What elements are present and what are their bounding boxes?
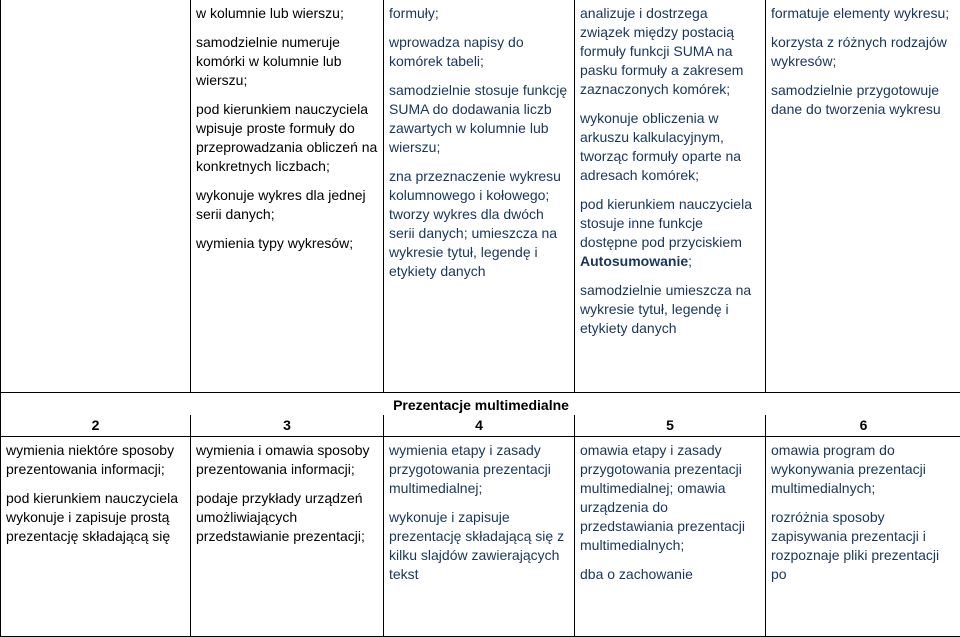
requirement-text: wykonuje i zapisuje prezentację składającą się z kilku slajdów zawierających tekst (389, 508, 570, 584)
requirement-text: w kolumnie lub wierszu; (196, 4, 379, 23)
requirement-text: samodzielnie numeruje komórki w kolumnie lub wierszu; (196, 33, 379, 90)
grade-4: 4 (384, 415, 575, 437)
requirement-text: formuły; (389, 4, 570, 23)
requirement-text: samodzielnie przygotowuje dane do tworzenia wykresu (771, 81, 957, 119)
grade-3: 3 (191, 415, 384, 437)
requirement-text (580, 195, 761, 271)
bottom-cell-3 (384, 436, 575, 636)
requirement-text: analizuje i dostrzega związek między postacią formuły funkcji SUMA na pasku formuły a zakresem zaznaczonych komórek; (580, 4, 761, 99)
top-cell-2 (191, 0, 384, 392)
top-cell-5 (766, 0, 960, 392)
bottom-cell-2 (191, 436, 384, 636)
requirement-text: pod kierunkiem nauczyciela wykonuje i zapisuje prostą prezentację składającą się (6, 489, 186, 546)
autosum-label: Autosumowanie (580, 253, 688, 269)
requirement-text: wymienia etapy i zasady przygotowania prezentacji multimedialnej; (389, 441, 570, 498)
bottom-cell-5 (766, 436, 960, 636)
requirement-text-part: pod kierunkiem nauczyciela stosuje inne funkcje dostępne pod przyciskiem (580, 196, 752, 250)
bottom-cell-1 (1, 436, 191, 636)
requirement-text: pod kierunkiem nauczyciela wpisuje proste formuły do przeprowadzania obliczeń na konkretnych liczbach; (196, 100, 379, 176)
top-cell-1 (1, 0, 191, 392)
requirement-text: korzysta z różnych rodzajów wykresów; (771, 33, 957, 71)
grade-2: 2 (1, 415, 191, 437)
requirement-text: samodzielnie umieszcza na wykresie tytuł, legendę i etykiety danych (580, 281, 761, 338)
requirement-text: podaje przykłady urządzeń umożliwiających przedstawianie prezentacji; (196, 489, 379, 546)
requirement-text: omawia etapy i zasady przygotowania prezentacji multimedialnej; omawia urządzenia do przedstawiania prezentacji multimedialnych; (580, 441, 761, 555)
requirement-text: wymienia niektóre sposoby prezentowania informacji; (6, 441, 186, 479)
punctuation: ; (688, 253, 692, 269)
section-title: Prezentacje multimedialne (1, 392, 960, 415)
requirement-text: samodzielnie stosuje funkcję SUMA do dodawania liczb zawartych w kolumnie lub wierszu; (389, 81, 570, 157)
requirement-text: wykonuje obliczenia w arkuszu kalkulacyjnym, tworząc formuły oparte na adresach komórek; (580, 109, 761, 185)
grade-5: 5 (575, 415, 766, 437)
requirement-text: wymienia typy wykresów; (196, 234, 379, 253)
grade-6: 6 (766, 415, 960, 437)
top-cell-3 (384, 0, 575, 392)
bottom-cell-4 (575, 436, 766, 636)
requirement-text: wprowadza napisy do komórek tabeli; (389, 33, 570, 71)
requirement-text: zna przeznaczenie wykresu kolumnowego i kołowego; tworzy wykres dla dwóch serii danych; umieszcza na wykresie tytuł, legendę i etykiety danych (389, 167, 570, 281)
requirement-text: rozróżnia sposoby zapisywania prezentacji i rozpoznaje pliki prezentacji po (771, 508, 957, 584)
top-cell-4 (575, 0, 766, 392)
requirement-text: omawia program do wykonywania prezentacji multimedialnych; (771, 441, 957, 498)
requirement-text: formatuje elementy wykresu; (771, 4, 957, 23)
requirement-text: wykonuje wykres dla jednej serii danych; (196, 186, 379, 224)
requirement-text: dba o zachowanie (580, 565, 761, 584)
requirement-text: wymienia i omawia sposoby prezentowania informacji; (196, 441, 379, 479)
